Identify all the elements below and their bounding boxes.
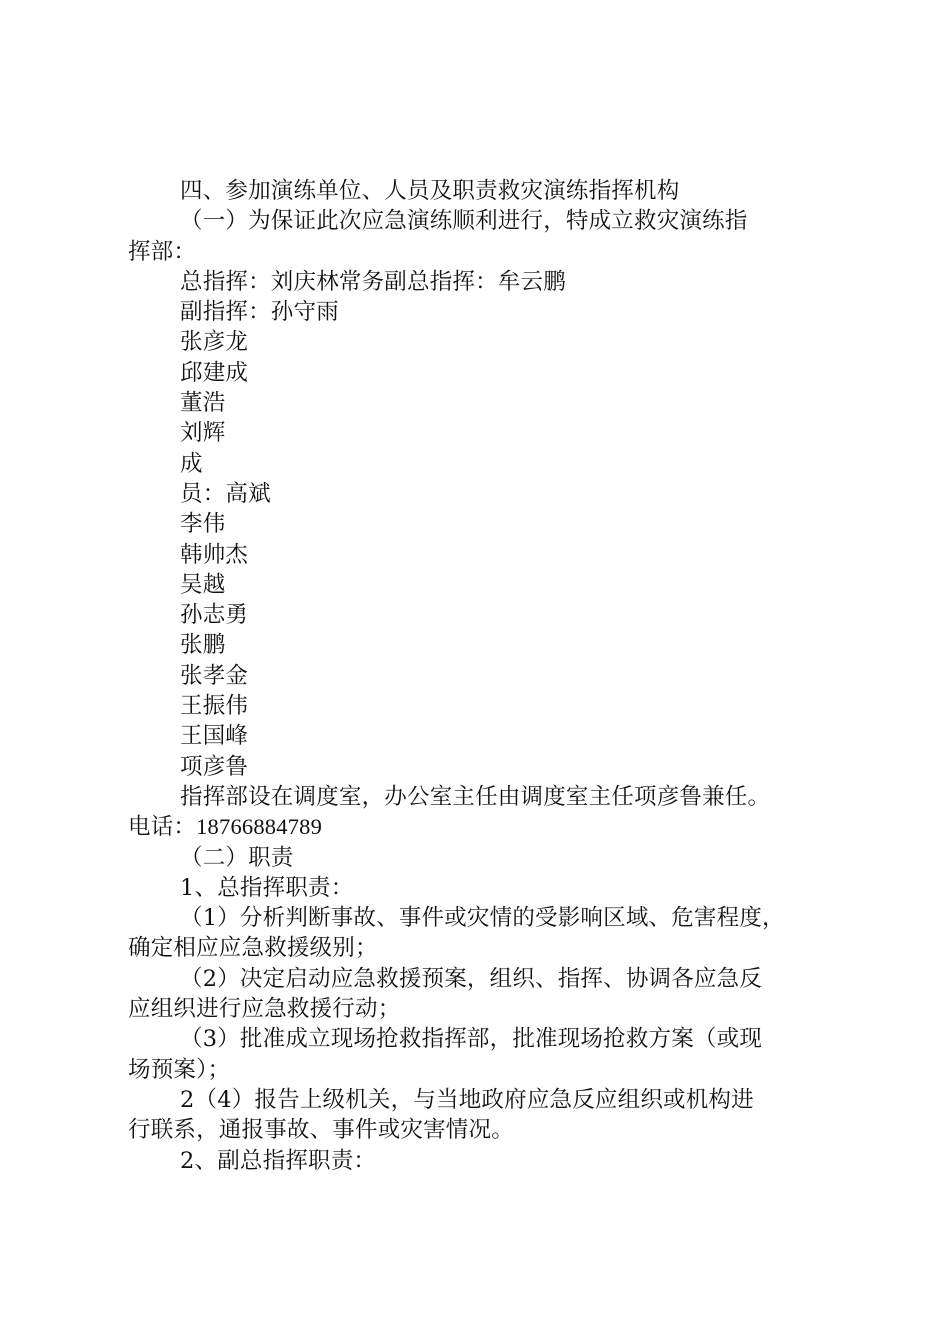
name-line: 项彦鲁: [180, 753, 249, 780]
document-body: [128, 176, 840, 1176]
subsection-heading: 2、副总指挥职责：: [180, 1147, 377, 1174]
subsection-heading: 1、总指挥职责：: [180, 874, 354, 901]
name-line: 王国峰: [180, 723, 249, 750]
name-line: 张彦龙: [180, 329, 249, 356]
paragraph-line: 应组织进行应急救援行动；: [128, 996, 401, 1023]
paragraph-line: （3）批准成立现场抢救指挥部，批准现场抢救方案（或现: [180, 1026, 763, 1053]
phone-line: 电话：18766884789: [128, 814, 323, 840]
name-line: 孙志勇: [180, 602, 249, 629]
paragraph-line: 场预案）；: [128, 1056, 231, 1083]
deputy-commander-line: 副指挥：孙守雨: [180, 299, 339, 326]
commander-line: 总指挥：刘庆林常务副总指挥：牟云鹏: [180, 268, 566, 295]
paragraph-line: 挥部：: [128, 238, 197, 265]
paragraph-line: 2（4）报告上级机关，与当地政府应急反应组织或机构进: [180, 1086, 754, 1113]
name-line: 张鹏: [180, 632, 226, 659]
name-line: 董浩: [180, 390, 226, 417]
name-line: 韩帅杰: [180, 541, 249, 568]
paragraph-line: （2）决定启动应急救援预案，组织、指挥、协调各应急反: [180, 965, 763, 992]
members-label-line: 成: [180, 450, 203, 477]
name-line: 王振伟: [180, 693, 249, 720]
subsection-heading: （二）职责: [180, 844, 294, 871]
paragraph-line: 指挥部设在调度室，办公室主任由调度室主任项彦鲁兼任。: [180, 783, 771, 810]
paragraph-line: 行联系，通报事故、事件或灾害情况。: [128, 1117, 514, 1144]
members-line: 员：高斌: [180, 480, 271, 507]
name-line: 李伟: [180, 511, 226, 538]
paragraph-line: （1）分析判断事故、事件或灾情的受影响区域、危害程度，: [180, 905, 785, 932]
name-line: 张孝金: [180, 662, 249, 689]
name-line: 刘辉: [180, 420, 226, 447]
section-heading: 四、参加演练单位、人员及职责救灾演练指挥机构: [180, 178, 680, 204]
paragraph-line: （一）为保证此次应急演练顺利进行，特成立救灾演练指: [180, 208, 748, 235]
paragraph-line: 确定相应应急救援级别；: [128, 935, 378, 962]
name-line: 邱建成: [180, 359, 249, 386]
name-line: 吴越: [180, 571, 226, 598]
